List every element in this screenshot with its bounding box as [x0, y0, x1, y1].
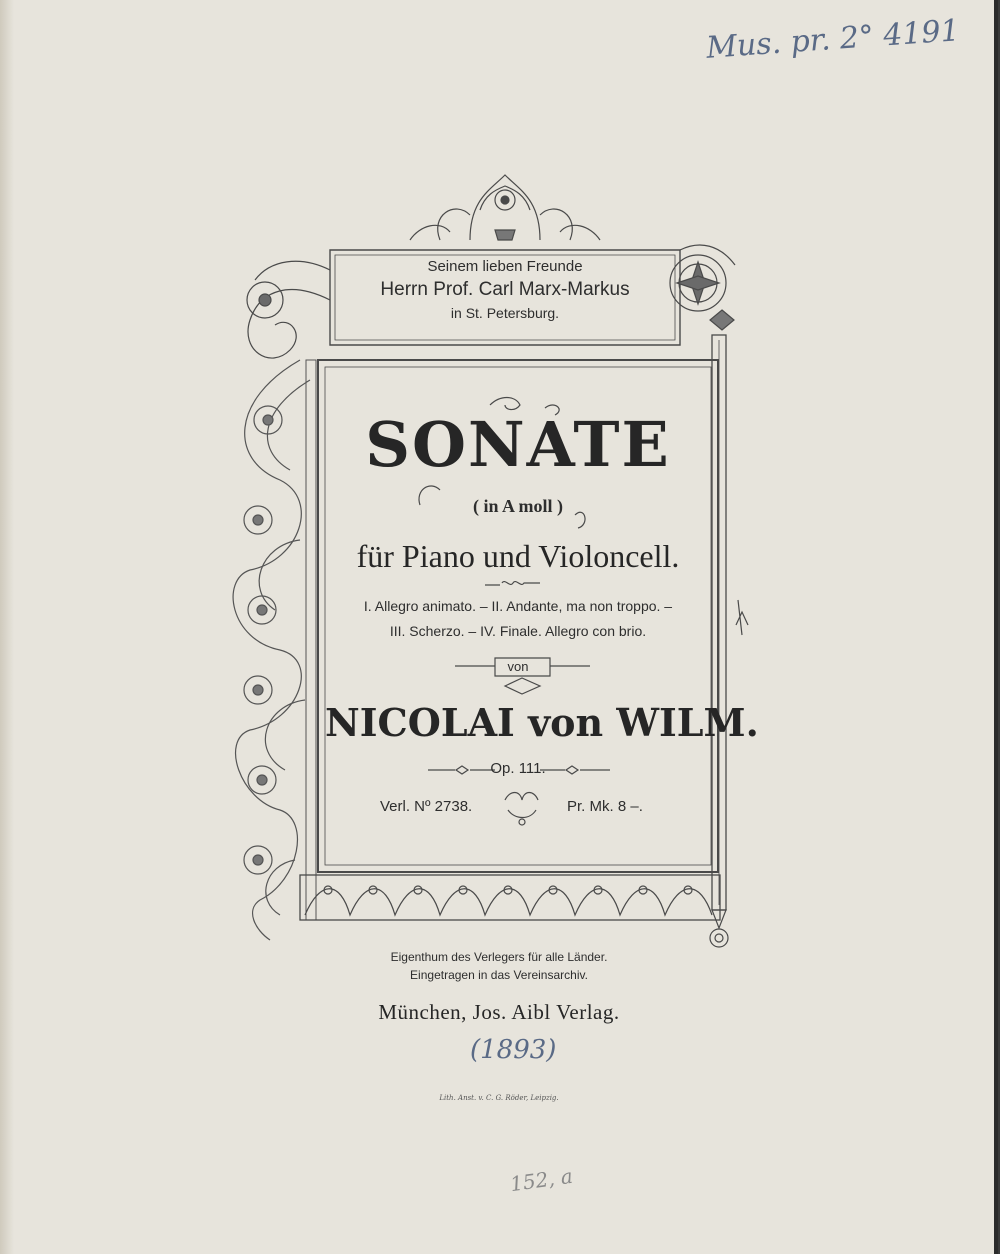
dedication-line-1: Seinem lieben Freunde	[427, 258, 583, 275]
opus-number: Op. 111.	[490, 760, 546, 777]
printer-credit: Lith. Anst. v. C. G. Röder, Leipzig.	[439, 1094, 559, 1102]
von-label: von	[507, 659, 529, 674]
rights-line-1: Eigenthum des Verlegers für alle Länder.	[390, 950, 608, 964]
year-note-handwritten: (1893)	[470, 1035, 557, 1065]
publisher-imprint: München, Jos. Aibl Verlag.	[378, 1000, 620, 1024]
right-column	[710, 335, 748, 947]
dedication-line-2: Herrn Prof. Carl Marx-Markus	[380, 279, 630, 300]
shelfmark-handwritten: Mus. pr. 2° 4191	[705, 13, 961, 66]
bottom-frieze	[300, 875, 720, 920]
key-subtitle: ( in A moll )	[472, 496, 563, 516]
plate-number: Verl. Nº 2738.	[380, 798, 473, 815]
left-corner-scroll	[247, 261, 330, 358]
rights-line-2: Eingetragen in das Vereinsarchiv.	[410, 968, 588, 982]
sonate-title: SONATE	[365, 408, 671, 481]
composer-name: NICOLAI von WILM.	[325, 700, 759, 745]
movements-line-2: III. Scherzo. ‒ IV. Finale. Allegro con brio.	[389, 623, 647, 639]
dedication-line-3: in St. Petersburg.	[450, 305, 560, 321]
left-foliage-column	[233, 360, 316, 940]
instruments-line: für Piano und Violoncell.	[356, 538, 680, 574]
movements-line-1: I. Allegro animato. ‒ II. Andante, ma non troppo. ‒	[363, 598, 673, 614]
archive-note-pencil: 152, a	[508, 1163, 575, 1197]
price: Pr. Mk. 8 ‒.	[567, 798, 643, 815]
crown-ornament	[410, 175, 600, 240]
